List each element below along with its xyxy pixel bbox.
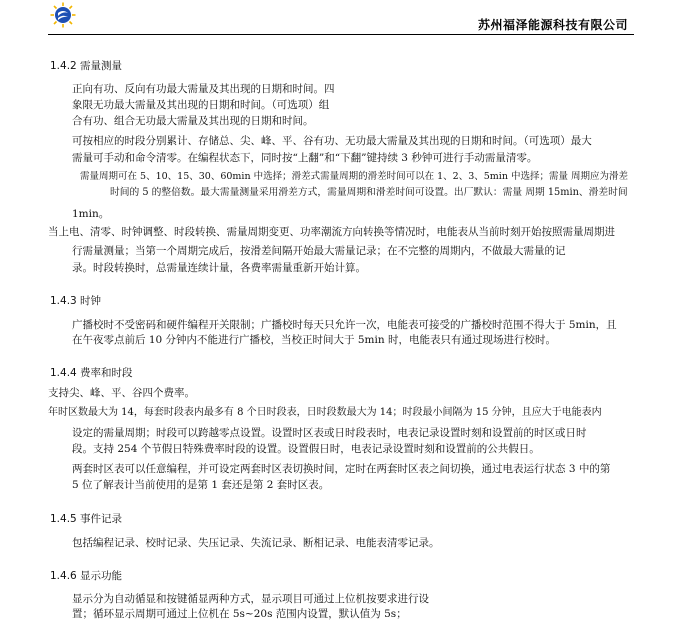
paragraph-line: 行需量测量；当第一个周期完成后，按滑差间隔开始最大需量记录；在不完整的周期内，不做最大需量的记 — [72, 245, 566, 257]
section-heading-demand: 1.4.2 需量测量 — [50, 60, 123, 72]
paragraph-line: 置；循环显示周期可通过上位机在 5s~20s 范围内设置，默认值为 5s； — [72, 608, 407, 620]
paragraph-line: 合有功、组合无功最大需量及其出现的日期和时间。 — [72, 115, 314, 127]
section-heading-events: 1.4.5 事件记录 — [50, 513, 123, 525]
paragraph-line: 包括编程记录、校时记录、失压记录、失流记录、断相记录、电能表清零记录。 — [72, 537, 440, 549]
header-divider — [48, 34, 634, 35]
paragraph-line: 段。支持 254 个节假日特殊费率时段的设置。设置假日时，电表记录设置时刻和设置前的公共假日。 — [72, 443, 540, 455]
company-name: 苏州福泽能源科技有限公司 — [477, 18, 628, 32]
paragraph-line: 正向有功、反向有功最大需量及其出现的日期和时间。四 — [72, 83, 335, 95]
paragraph-line: 当上电、清零、时钟调整、时段转换、需量周期变更、功率潮流方向转换等情况时，电能表从当前时刻开始按照需量周期进 — [48, 226, 615, 238]
paragraph-line: 在午夜零点前后 10 分钟内不能进行广播校，当校正时间大于 5min 时，电能表只有通过现场进行校时。 — [72, 334, 556, 346]
paragraph-line: 时间的 5 的整倍数。最大需量测量采用滑差方式，需量周期和滑差时间可设置。出厂默认：需量 周期 15min、滑差时间 — [110, 187, 628, 198]
paragraph-line: 5 位了解表计当前使用的是第 1 套还是第 2 套时区表。 — [72, 479, 330, 491]
section-heading-display: 1.4.6 显示功能 — [50, 570, 123, 582]
company-logo-icon — [50, 2, 76, 28]
paragraph-line: 1min。 — [72, 208, 110, 220]
paragraph-line: 象限无功最大需量及其出现的日期和时间。（可选项）组 — [72, 99, 330, 111]
section-heading-rates: 1.4.4 费率和时段 — [50, 367, 133, 379]
paragraph-line: 年时区数最大为 14，每套时段表内最多有 8 个日时段表，日时段数最大为 14；时段最小间隔为 15 分钟，且应大于电能表内 — [48, 407, 602, 418]
page-header — [0, 0, 686, 40]
paragraph-line: 需量可手动和命令清零。在编程状态下，同时按“上翻”和“下翻”键持续 3 秒钟可进行手动需量清零。 — [72, 152, 538, 164]
paragraph-line: 可按相应的时段分别累计、存储总、尖、峰、平、谷有功、无功最大需量及其出现的日期和时间。（可选项）最大 — [72, 135, 592, 147]
paragraph-line: 显示分为自动循显和按键循显两种方式，显示项目可通过上位机按要求进行设 — [72, 593, 429, 605]
section-heading-clock: 1.4.3 时钟 — [50, 295, 102, 307]
paragraph-line: 需量周期可在 5、10、15、30、60min 中选择；滑差式需量周期的滑差时间可以在 1、2、3、5min 中选择；需量 周期应为滑差 — [80, 171, 629, 182]
paragraph-line: 两套时区表可以任意编程，并可设定两套时区表切换时间，定时在两套时区表之间切换，通过电表运行状态 3 中的第 — [72, 463, 611, 475]
paragraph-line: 广播校时不受密码和硬件编程开关限制；广播校时每天只允许一次，电能表可接受的广播校时范围不得大于 5min，且 — [72, 319, 617, 331]
paragraph-line: 设定的需量周期；时段可以跨越零点设置。设置时区表或日时段表时，电表记录设置时刻和设置前的时区或日时 — [72, 427, 587, 439]
paragraph-line: 支持尖、峰、平、谷四个费率。 — [48, 387, 195, 399]
paragraph-line: 录。时段转换时，总需量连续计量，各费率需量重新开始计算。 — [72, 262, 366, 274]
